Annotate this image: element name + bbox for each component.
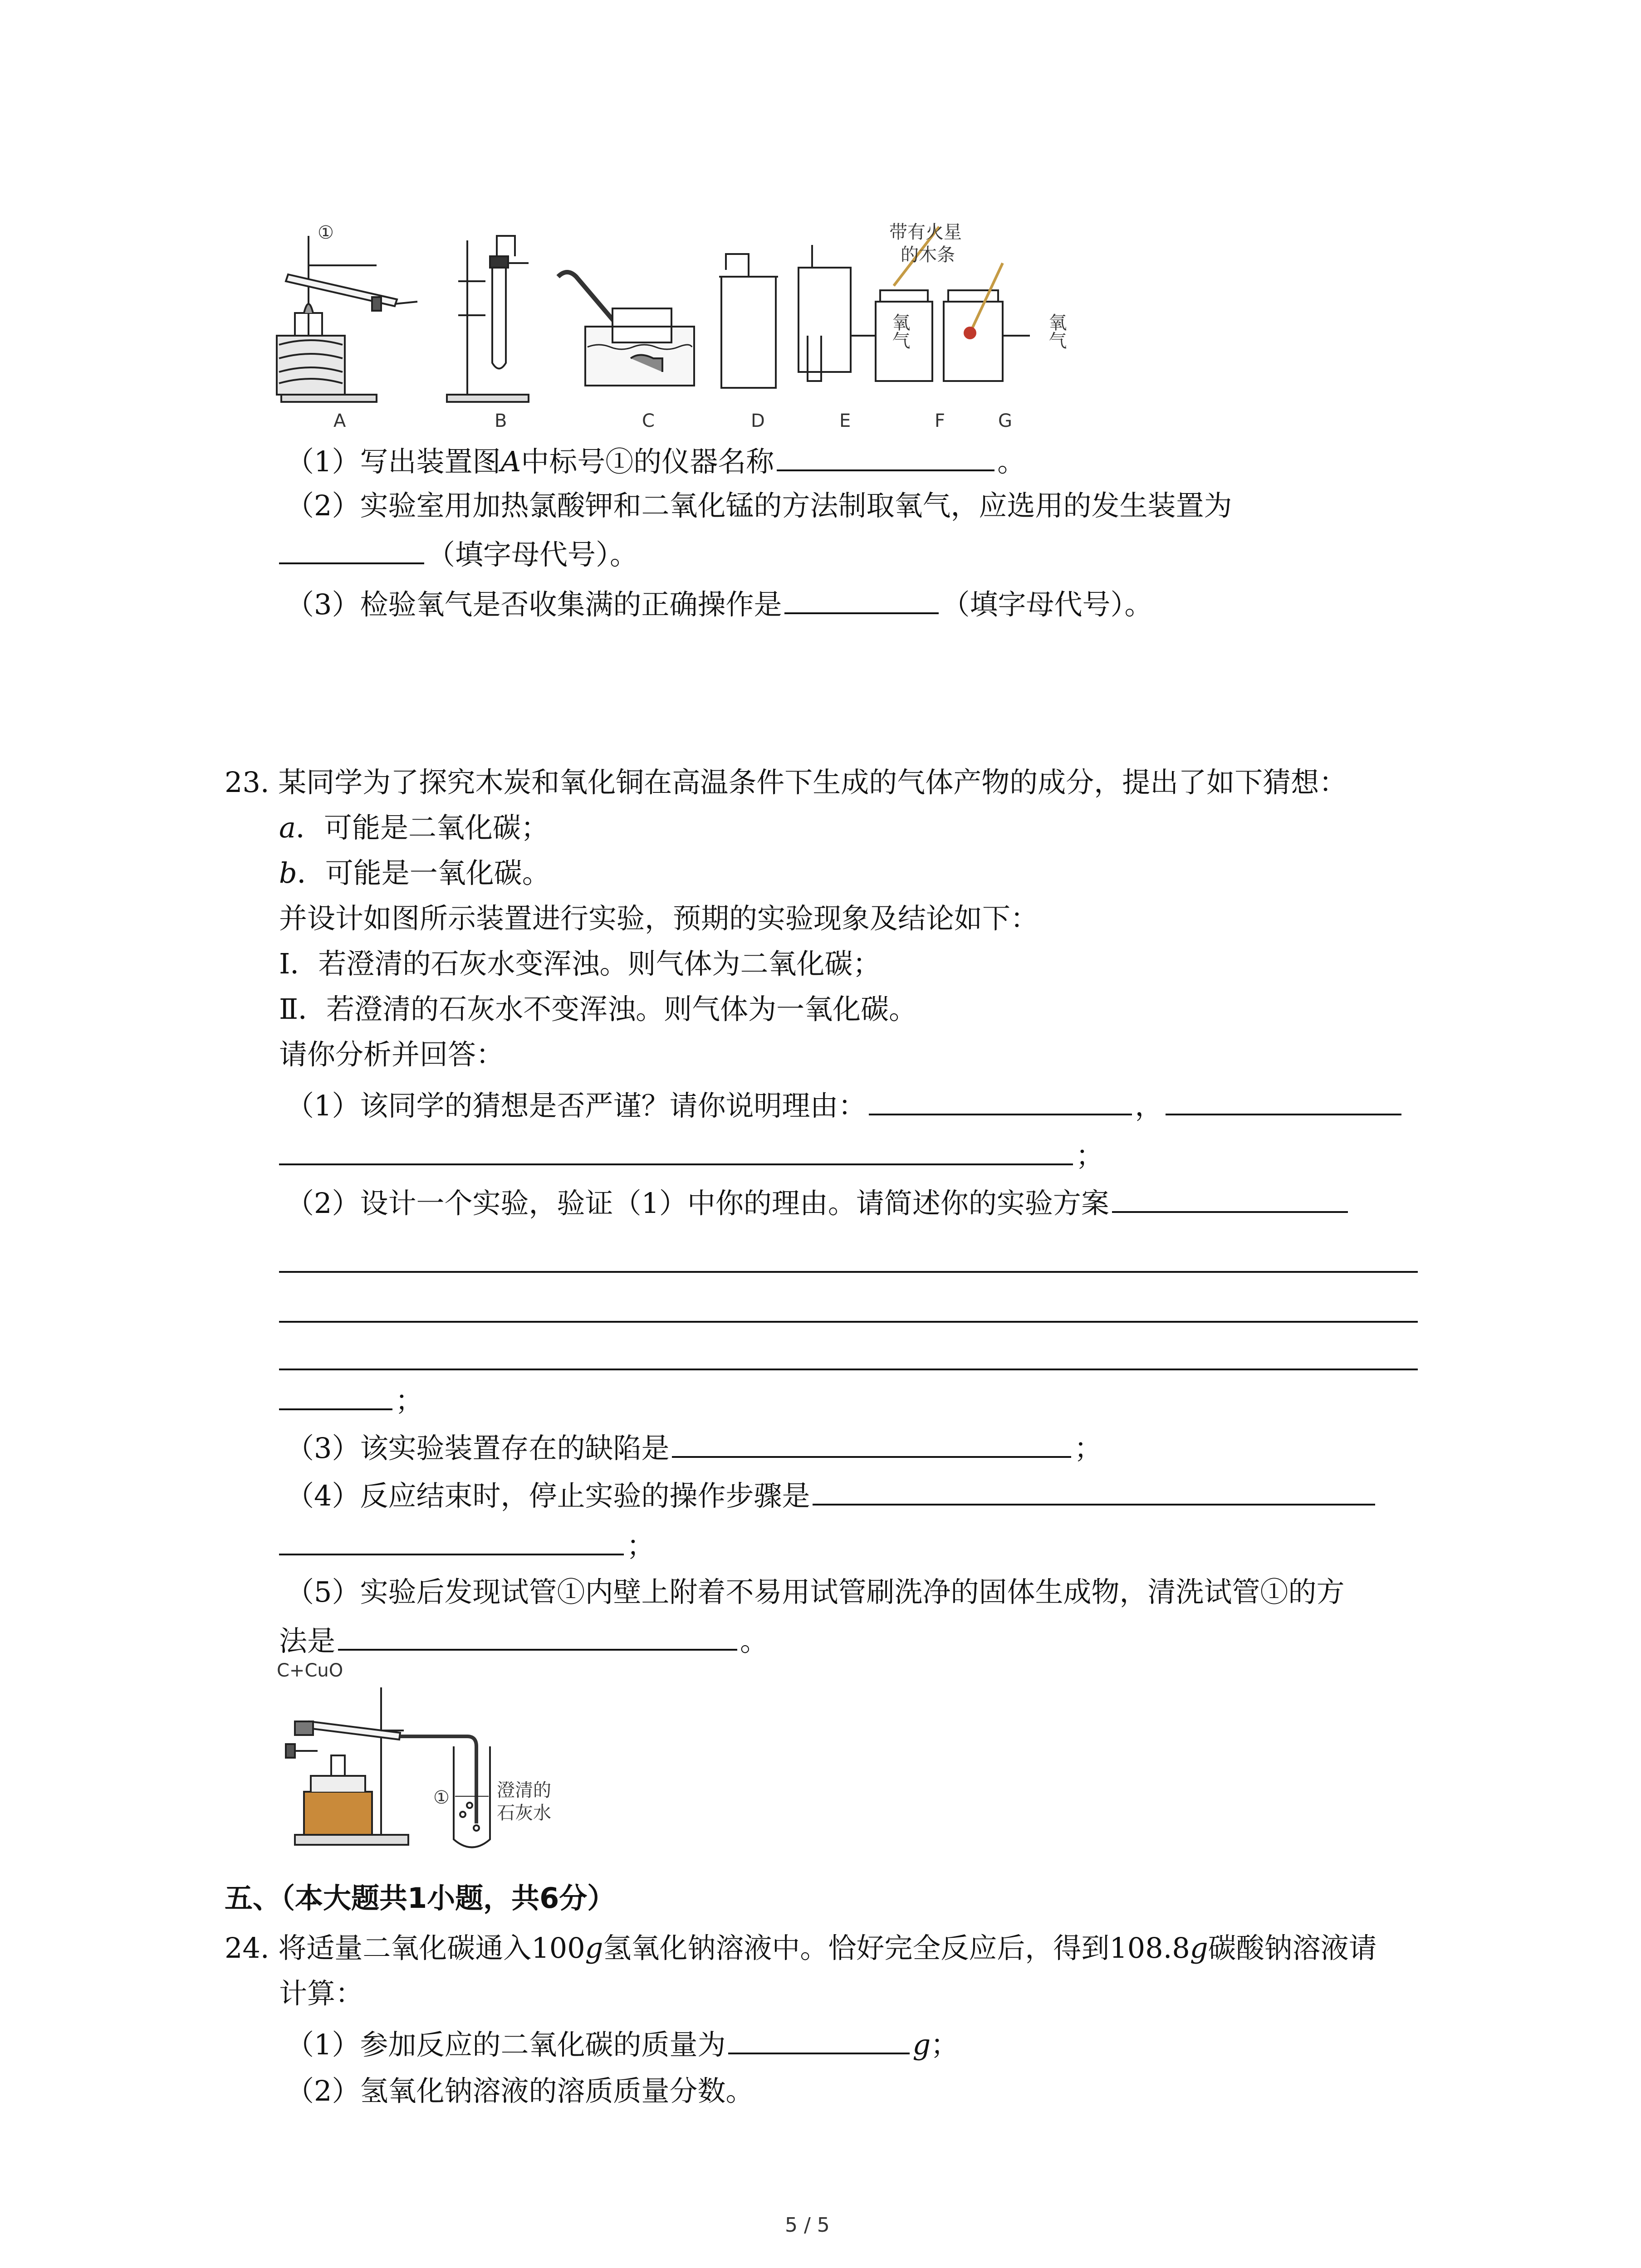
q23-design: 并设计如图所示装置进行实验，预期的实验现象及结论如下： [279,902,1039,935]
q23-conclusion-2: Ⅱ．若澄清的石灰水不变浑浊。则气体为一氧化碳。 [279,992,917,1026]
limewater-label-1: 澄清的 [497,1780,551,1801]
fig-label-g: G [998,411,1012,431]
limewater-label-2: 石灰水 [497,1803,551,1823]
q23-guess-a: a．可能是二氧化碳； [279,811,549,844]
answer-blank[interactable] [1112,1184,1348,1213]
q24-stem-cont: 计算： [279,1977,364,2010]
fig-label-d: D [751,411,765,431]
q24-stem: 24. 将适量二氧化碳通入100g氢氧化钠溶液中。恰好完全反应后，得到108.8g碳酸钠溶液请 [225,1931,1377,1965]
section-heading: 五、（本大题共1小题，共6分） [225,1882,616,1915]
q23-sub5: （5）实验后发现试管①内壁上附着不易用试管刷洗净的固体生成物，清洗试管①的方 [286,1575,1345,1608]
q23-stem: 23. 某同学为了探究木炭和氧化铜在高温条件下生成的气体产物的成分，提出了如下猜想： [225,766,1347,799]
q23-sub4: （4）反应结束时，停止实验的操作步骤是 [286,1476,1378,1514]
apparatus-a [277,236,417,402]
q22-part1: （1）写出装置图A中标号①的仪器名称 。 [286,442,1025,480]
q23-conclusion-1: Ⅰ．若澄清的石灰水变浑浊。则气体为二氧化碳； [279,947,881,980]
answer-blank[interactable] [813,1476,1375,1505]
q22-part2: （2）实验室用加热氯酸钾和二氧化锰的方法制取氧气，应选用的发生装置为 [286,489,1232,522]
answer-blank[interactable] [869,1086,1132,1115]
reagent-label: C+CuO [277,1660,343,1681]
apparatus-d [719,254,778,388]
q23-sub1: （1）该同学的猜想是否严谨？请你说明理由： ， [286,1086,1404,1124]
stick-label-line1: 带有火星 [889,222,962,243]
q22-part3: （3）检验氧气是否收集满的正确操作是 （填字母代号）。 [286,585,1152,623]
q24-part1: （1）参加反应的二氧化碳的质量为 g； [286,2025,959,2063]
q23-guess-b: b．可能是一氧化碳。 [279,856,550,890]
answer-blank[interactable] [279,535,424,564]
answer-blank[interactable] [279,1381,392,1410]
instrument-marker-label: ① [318,222,334,243]
q23-sub5-cont: 法是 。 [279,1622,768,1659]
answer-blank[interactable] [728,2025,910,2054]
apparatus-g [944,263,1030,381]
answer-blank[interactable] [279,1526,624,1555]
q22-apparatus-figure [268,222,1130,435]
tube-marker: ① [433,1787,450,1808]
q23-sub2: （2）设计一个实验，验证（1）中你的理由。请简述你的实验方案 [286,1184,1351,1222]
answer-blank[interactable] [338,1622,737,1651]
q22-part2-cont: （填字母代号）。 [279,535,638,573]
q23-apparatus-figure [277,1678,603,1860]
apparatus-c [558,272,694,386]
q23-sub4-cont: ； [279,1526,655,1564]
answer-blank[interactable] [1166,1086,1401,1115]
answer-blank[interactable] [784,585,939,614]
fig-label-b: B [495,411,507,431]
gas-label-left: 氧气 [889,313,910,349]
stick-label-line2: 的木条 [901,244,955,265]
apparatus-e [798,245,851,381]
answer-blank[interactable] [279,1136,1073,1165]
fig-label-a: A [333,411,346,431]
answer-line[interactable] [279,1369,1418,1370]
fig-label-f: F [935,411,945,431]
answer-line[interactable] [279,1321,1418,1323]
q23-sub3: （3）该实验装置存在的缺陷是 ； [286,1429,1102,1466]
page-number: 5 / 5 [785,2214,830,2237]
fig-label-e: E [839,411,851,431]
q24-part2: （2）氢氧化钠溶液的溶质质量分数。 [286,2074,754,2107]
q23-sub2-end: ； [279,1381,423,1419]
q23-ask: 请你分析并回答： [279,1038,505,1071]
fig-label-c: C [642,411,655,431]
gas-label-right: 氧气 [1046,313,1067,349]
answer-blank[interactable] [777,442,994,471]
answer-blank[interactable] [672,1429,1071,1458]
apparatus-b [447,236,529,402]
q23-sub1-cont: ； [279,1136,1104,1174]
answer-line[interactable] [279,1271,1418,1273]
